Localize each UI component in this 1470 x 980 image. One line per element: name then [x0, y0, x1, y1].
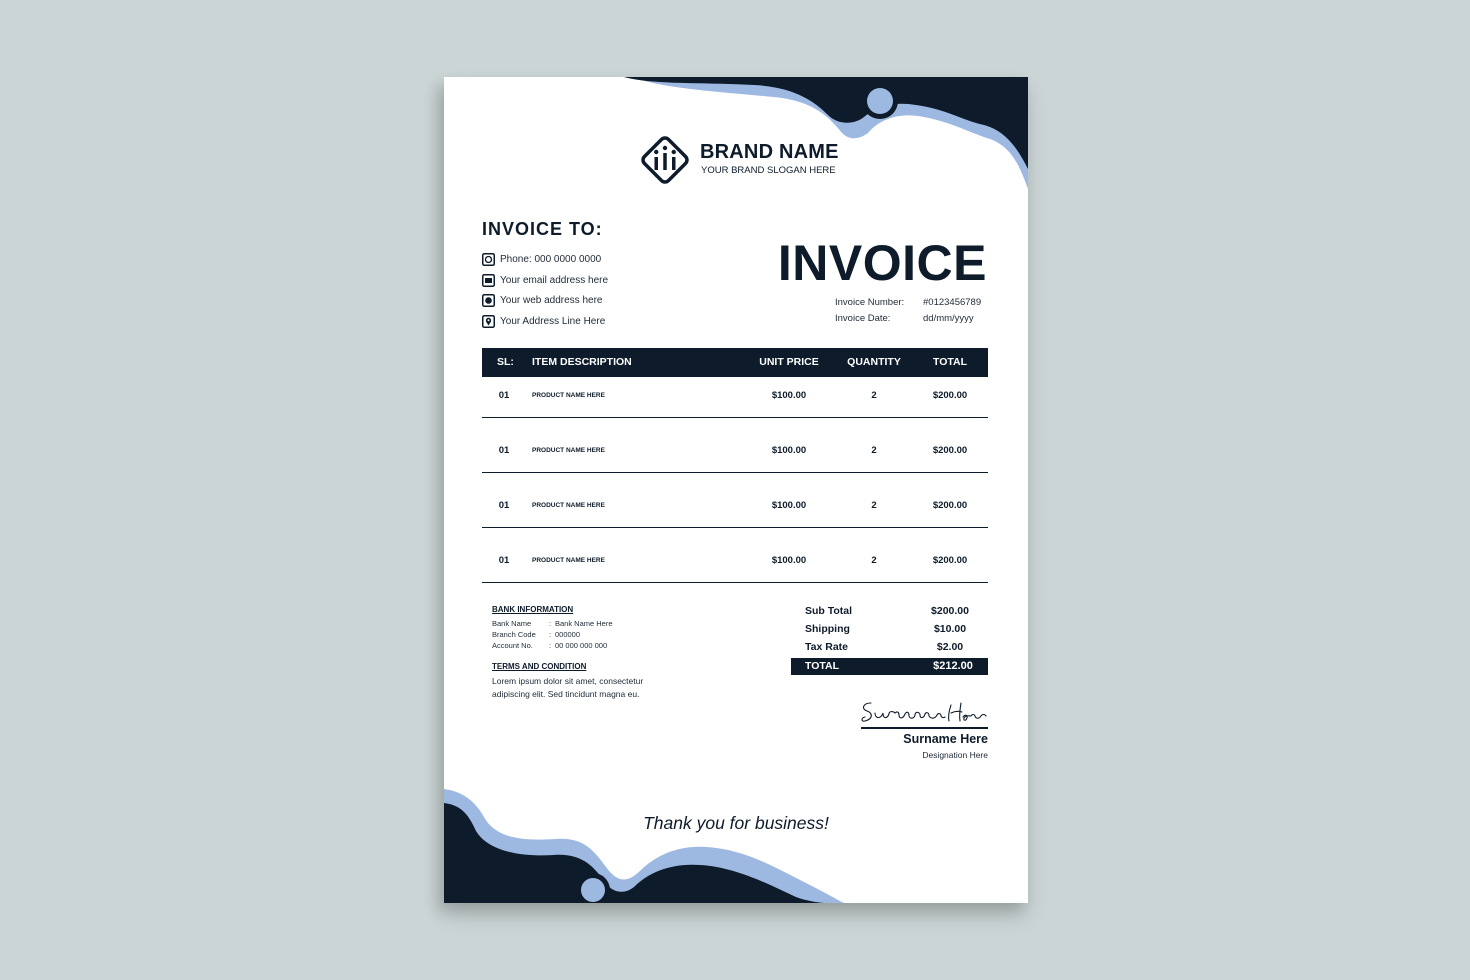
- subtotal-label: Sub Total: [805, 605, 853, 617]
- location-pin-icon: [482, 315, 495, 328]
- contact-web-text: Your web address here: [500, 294, 603, 306]
- bank-name-sep: :: [549, 619, 552, 628]
- bank-info-heading: BANK INFORMATION: [492, 605, 574, 614]
- row-unit-price: $100.00: [771, 445, 807, 456]
- row-quantity: 2: [871, 445, 877, 456]
- invoice-to-heading: INVOICE TO:: [482, 219, 603, 239]
- row-total: $200.00: [932, 500, 968, 511]
- items-table-header: [482, 348, 988, 377]
- bank-name-label: Bank Name: [492, 619, 532, 628]
- signatory-name: Surname Here: [903, 732, 988, 746]
- row-unit-price: $100.00: [771, 555, 807, 566]
- invoice-number-value: #0123456789: [923, 297, 982, 308]
- bottom-wave-decoration: [444, 789, 844, 903]
- table-row: [482, 432, 988, 473]
- row-total: $200.00: [932, 555, 968, 566]
- contact-address-text: Your Address Line Here: [500, 315, 606, 327]
- branch-code-sep: :: [549, 630, 552, 639]
- brand-name: BRAND NAME: [700, 141, 839, 163]
- terms-text: Lorem ipsum dolor sit amet, consectetur adipiscing elit. Sed tincidunt magna eu.: [492, 676, 644, 699]
- total-value: $212.00: [933, 660, 973, 672]
- brand-logo-icon: [636, 131, 694, 189]
- contact-email-text: Your email address here: [500, 274, 609, 286]
- row-quantity: 2: [871, 390, 877, 401]
- shipping-label: Shipping: [805, 623, 850, 635]
- account-no-value: 00 000 000 000: [555, 641, 608, 650]
- row-quantity: 2: [871, 555, 877, 566]
- row-quantity: 2: [871, 500, 877, 511]
- row-sl: 01: [498, 500, 510, 511]
- tax-rate-value: $2.00: [936, 641, 964, 653]
- col-description-header: ITEM DESCRIPTION: [532, 356, 632, 368]
- phone-icon: [482, 253, 495, 266]
- tax-rate-label: Tax Rate: [805, 641, 848, 653]
- total-label: TOTAL: [805, 660, 840, 672]
- row-unit-price: $100.00: [771, 390, 807, 401]
- contact-phone-text: Phone: 000 0000 0000: [500, 253, 602, 265]
- contact-email: [482, 273, 608, 287]
- col-total-header: TOTAL: [932, 356, 968, 368]
- invoice-sheet: [444, 77, 1028, 903]
- subtotal-value: $200.00: [931, 605, 969, 617]
- invoice-date-value: dd/mm/yyyy: [923, 313, 974, 324]
- row-description: PRODUCT NAME HERE: [532, 392, 605, 399]
- contact-address: [482, 314, 605, 328]
- row-description: PRODUCT NAME HERE: [532, 502, 605, 509]
- col-unit-price-header: UNIT PRICE: [759, 356, 819, 368]
- account-no-label: Account No.: [492, 641, 533, 650]
- invoice-title: INVOICE: [777, 235, 987, 291]
- globe-icon: [482, 294, 495, 307]
- signature-image: [859, 697, 989, 727]
- col-sl-header: SL:: [497, 356, 514, 368]
- row-sl: 01: [498, 390, 510, 401]
- brand-slogan: YOUR BRAND SLOGAN HERE: [701, 165, 836, 176]
- signatory-designation: Designation Here: [922, 750, 988, 760]
- email-icon: [482, 274, 495, 287]
- contact-web: [482, 293, 602, 307]
- row-sl: 01: [498, 445, 510, 456]
- contact-phone: [482, 252, 601, 266]
- shipping-value: $10.00: [933, 623, 967, 635]
- invoice-number-label: Invoice Number:: [835, 297, 905, 308]
- table-row: [482, 542, 988, 583]
- signature-line: [861, 727, 988, 729]
- row-sl: 01: [498, 555, 510, 566]
- account-no-sep: :: [549, 641, 552, 650]
- branch-code-value: 000000: [555, 630, 581, 639]
- thank-you-message: Thank you for business!: [643, 813, 829, 833]
- row-total: $200.00: [932, 445, 968, 456]
- terms-heading: TERMS AND CONDITION: [492, 662, 587, 671]
- branch-code-label: Branch Code: [492, 630, 536, 639]
- row-description: PRODUCT NAME HERE: [532, 557, 605, 564]
- table-row: [482, 487, 988, 528]
- row-description: PRODUCT NAME HERE: [532, 447, 605, 454]
- col-quantity-header: QUANTITY: [847, 356, 901, 368]
- invoice-date-label: Invoice Date:: [835, 313, 891, 324]
- row-unit-price: $100.00: [771, 500, 807, 511]
- row-total: $200.00: [932, 390, 968, 401]
- table-row: [482, 377, 988, 418]
- bank-name-value: Bank Name Here: [555, 619, 613, 628]
